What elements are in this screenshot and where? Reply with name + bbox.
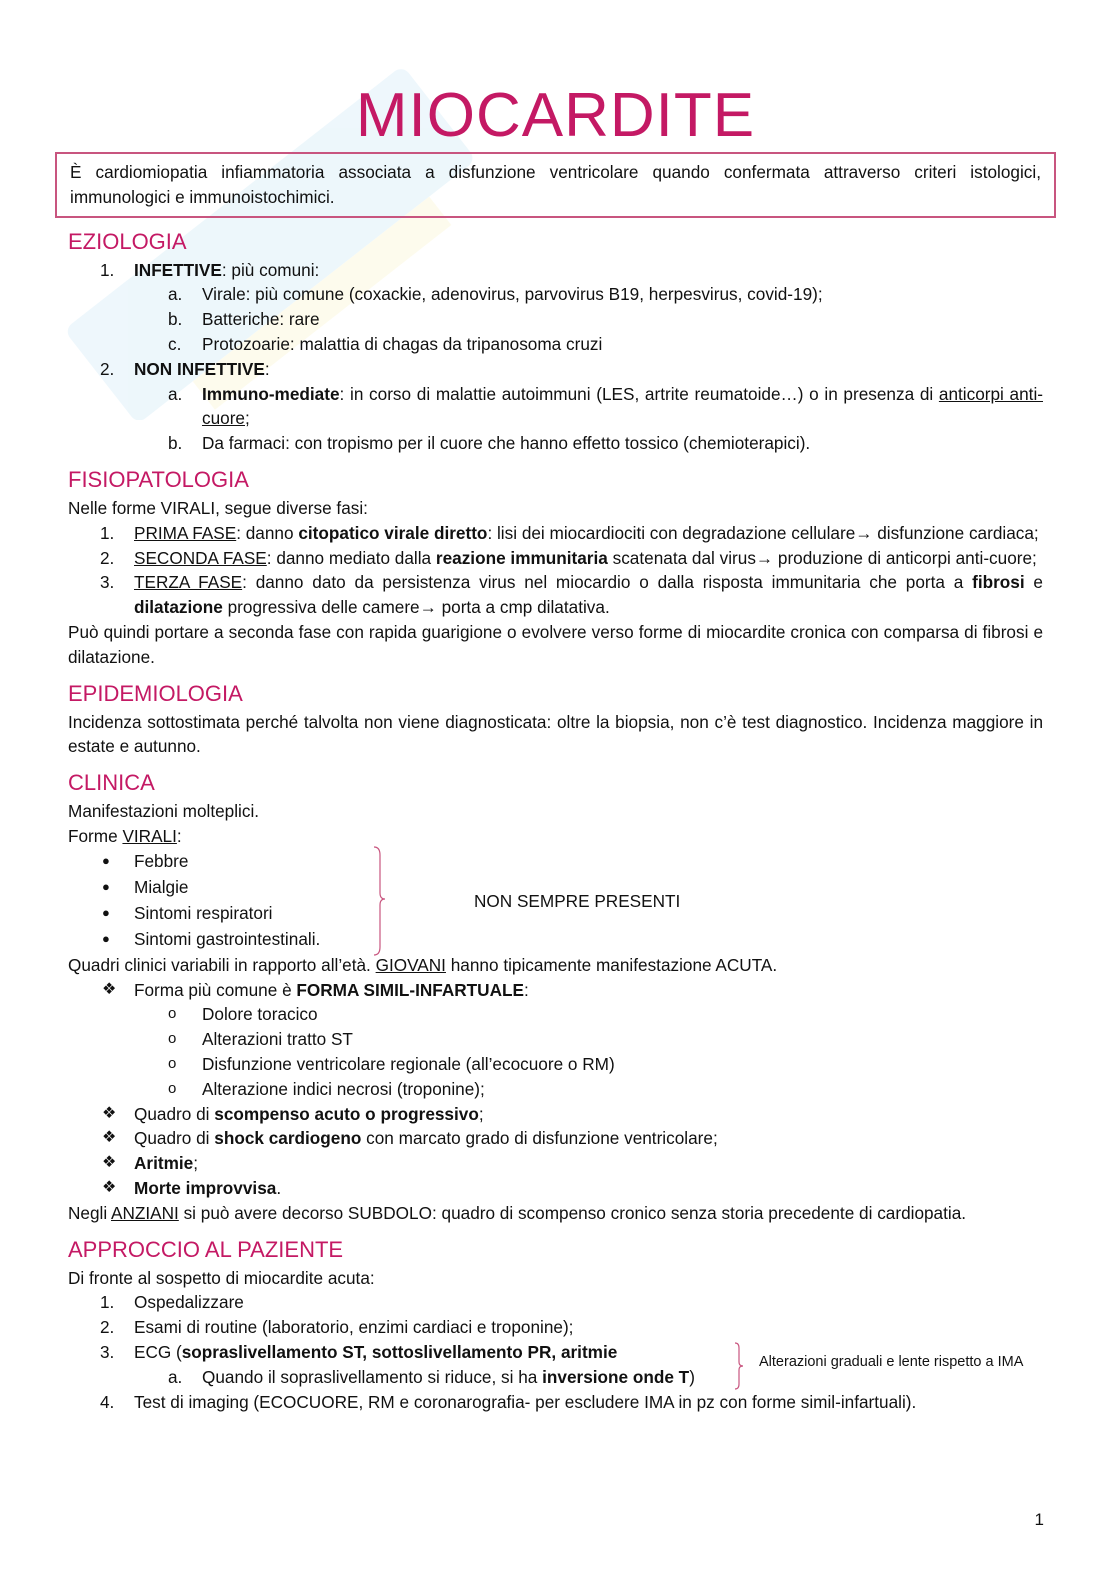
list-item: ● Febbre xyxy=(102,850,189,871)
paragraph: Negli ANZIANI si può avere decorso SUBDOLO: quadro di scompenso cronico senza storia precedente di cardiopatia. xyxy=(68,1202,967,1223)
list-item: a. Immuno-mediate: in corso di malattie autoimmuni (LES, artrite reumatoide…) o in presenza di anticorpi anti-cuore; xyxy=(168,383,1043,429)
diamond-bullet-icon: ❖ xyxy=(102,980,117,998)
list-item: o Alterazioni tratto ST xyxy=(168,1029,353,1050)
list-item: o Dolore toracico xyxy=(168,1004,318,1025)
list-item: a. Quando il sopraslivellamento si riduce, si ha inversione onde T) xyxy=(168,1366,695,1387)
list-item: o Alterazione indici necrosi (troponine); xyxy=(168,1078,485,1099)
list-item: 3. TERZA FASE: danno dato da persistenza virus nel miocardio o dalla risposta immunitaria che porta a fibrosi e dilatazione progressiva delle camere→ porta a cmp dilatativa. xyxy=(100,572,1043,618)
paragraph: Manifestazioni molteplici. xyxy=(68,801,260,822)
list-item: ❖ Aritmie; xyxy=(68,1151,1043,1176)
definition-text: È cardiomiopatia infiammatoria associata a disfunzione ventricolare quando confermata attraverso criteri istologici, immunologici e immunoistochimici. xyxy=(70,162,1041,207)
document-page xyxy=(68,80,1043,1415)
brace-icon xyxy=(732,1342,748,1390)
paragraph: Incidenza sottostimata perché talvolta non viene diagnosticata: oltre la biopsia, non c’è test diagnostico. Incidenza maggiore in estate e autunno. xyxy=(68,711,1043,757)
diamond-bullet-icon: ❖ xyxy=(102,1178,117,1196)
list-item: 2. SECONDA FASE: danno mediato dalla reazione immunitaria scatenata dal virus→ produzione di anticorpi anti-cuore; xyxy=(100,547,1037,568)
list-item: b. Batteriche: rare xyxy=(168,309,320,330)
list-item: ● Mialgie xyxy=(102,876,189,897)
list-item: 1. INFETTIVE: più comuni: xyxy=(100,259,320,280)
list-item: 2. NON INFETTIVE: xyxy=(100,358,270,379)
list-item: ❖ Quadro di shock cardiogeno con marcato grado di disfunzione ventricolare; xyxy=(68,1126,1043,1151)
list-item: ❖ Forma più comune è FORMA SIMIL-INFARTUALE: xyxy=(68,978,1043,1003)
section-heading-epidemiologia: EPIDEMIOLOGIA xyxy=(68,680,243,706)
section-heading-approccio: APPROCCIO AL PAZIENTE xyxy=(68,1236,344,1262)
list-item: 4. Test di imaging (ECOCUORE, RM e coronarografia- per escludere IMA in pz con forme simil-infartuali). xyxy=(100,1391,917,1412)
section-heading-eziologia: EZIOLOGIA xyxy=(68,228,187,254)
page-title: MIOCARDITE xyxy=(355,81,756,150)
list-item: ● Sintomi gastrointestinali. xyxy=(102,928,321,949)
section-heading-fisiopatologia: FISIOPATOLOGIA xyxy=(68,466,249,492)
list-item: ❖ Quadro di scompenso acuto o progressivo; xyxy=(68,1102,1043,1127)
diamond-bullet-icon: ❖ xyxy=(102,1104,117,1122)
list-item: 1. PRIMA FASE: danno citopatico virale diretto: lisi dei miocardiociti con degradazione cellulare→ disfunzione cardiaca; xyxy=(100,522,1039,543)
definition-box xyxy=(55,152,1056,218)
diamond-bullet-icon: ❖ xyxy=(102,1154,117,1172)
paragraph: Forme VIRALI: xyxy=(68,825,182,846)
list-item: a. Virale: più comune (coxackie, adenovirus, parvovirus B19, herpesvirus, covid-19); xyxy=(168,284,823,305)
paragraph: Quadri clinici variabili in rapporto all’età. GIOVANI hanno tipicamente manifestazione ACUTA. xyxy=(68,954,778,975)
paragraph: Può quindi portare a seconda fase con rapida guarigione o evolvere verso forme di miocardite cronica con comparsa di fibrosi e dilatazione. xyxy=(68,621,1043,667)
list-item: b. Da farmaci: con tropismo per il cuore che hanno effetto tossico (chemioterapici). xyxy=(168,433,811,454)
diamond-bullet-icon: ❖ xyxy=(102,1129,117,1147)
side-note: Alterazioni graduali e lente rispetto a IMA xyxy=(759,1353,1024,1370)
list-item: ❖ Morte improvvisa. xyxy=(68,1176,1043,1201)
page-number: 1 xyxy=(1034,1510,1044,1529)
paragraph: Di fronte al sospetto di miocardite acuta: xyxy=(68,1267,375,1288)
symptom-list xyxy=(68,849,1043,953)
list-item: 1. Ospedalizzare xyxy=(100,1292,244,1313)
list-item: ● Sintomi respiratori xyxy=(102,902,273,923)
list-item: 3. ECG (sopraslivellamento ST, sottoslivellamento PR, aritmie xyxy=(100,1341,618,1362)
ecg-block xyxy=(68,1340,1043,1390)
list-item: o Disfunzione ventricolare regionale (all’ecocuore o RM) xyxy=(168,1053,615,1074)
bracket-note: NON SEMPRE PRESENTI xyxy=(474,890,681,911)
section-heading-clinica: CLINICA xyxy=(68,770,155,796)
list-item: 2. Esami di routine (laboratorio, enzimi cardiaci e troponine); xyxy=(100,1317,574,1338)
paragraph: Nelle forme VIRALI, segue diverse fasi: xyxy=(68,497,368,518)
list-item: c. Protozoarie: malattia di chagas da tripanosoma cruzi xyxy=(168,333,603,354)
brace-icon xyxy=(370,845,390,957)
